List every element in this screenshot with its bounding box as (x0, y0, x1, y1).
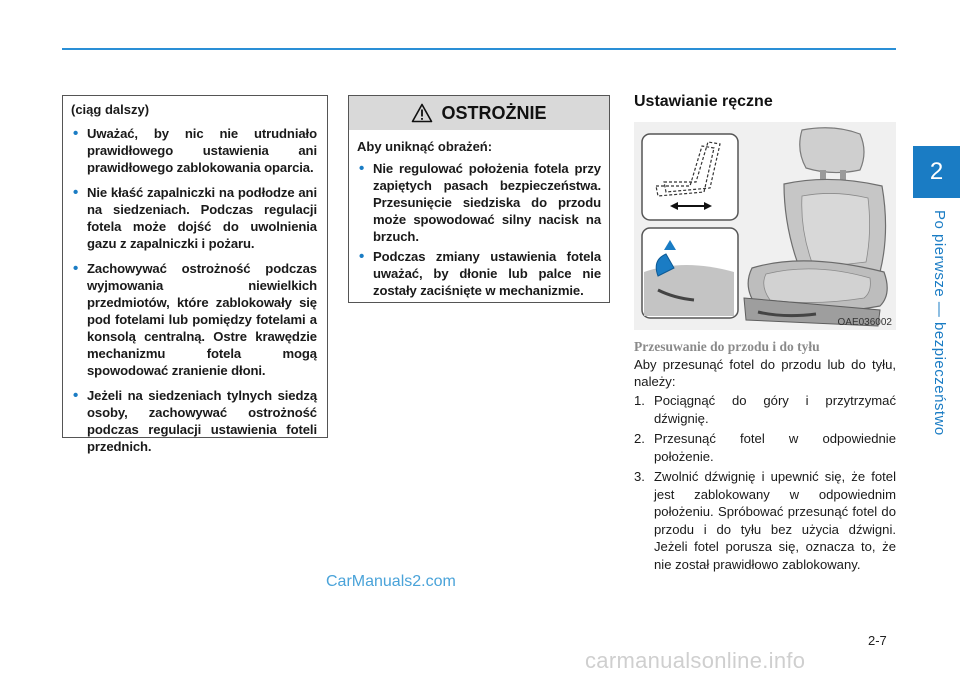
list-item: • Uważać, by nic nie utrudniało prawidłowego ustawienia ani prawidłowego zablokowania oparcia. (71, 125, 317, 176)
step-number: 3. (634, 469, 645, 484)
continued-list (71, 125, 317, 455)
step-text: Pociągnąć do góry i przytrzymać dźwignię. (654, 393, 896, 426)
subsection-title: Przesuwanie do przodu i do tyłu (634, 339, 820, 354)
caution-header (349, 96, 609, 130)
caution-box (348, 95, 610, 303)
continued-warning-box (62, 95, 328, 454)
step-item (634, 392, 896, 427)
watermark-link[interactable]: CarManuals2.com (326, 573, 456, 590)
step-item (634, 468, 896, 573)
step-item (634, 430, 896, 465)
list-item: • Zachowywać ostrożność podczas wyjmowania niewielkich przedmiotów, które zablokowały się pod fotelami lub pomiędzy fotelami a konsolą centralną. Ostre krawędzie mechanizmu fotela mogą spowodować zranienie dłoni. (71, 260, 317, 379)
continued-heading: (ciąg dalszy) (71, 102, 150, 117)
intro-text: Aby przesunąć fotel do przodu lub do tyłu, należy: (634, 357, 896, 389)
top-rule (62, 48, 896, 50)
seat-illustration (634, 122, 896, 330)
step-number: 1. (634, 393, 645, 408)
section-title: Ustawianie ręczne (634, 93, 773, 110)
step-text: Zwolnić dźwignię i upewnić się, że fotel jest zablokowany w odpowiednim położeniu. Spróbować przesunąć fotel do przodu i do tyłu bez użycia dźwigni. Jeżeli fotel porusza się, oznacza to, że nie został prawidłowo zablokowany. (654, 469, 896, 572)
step-text: Przesunąć fotel w odpowiednie położenie. (654, 431, 896, 464)
list-item: • Jeżeli na siedzeniach tylnych siedzą osoby, zachowywać ostrożność podczas regulacji ustawienia foteli przednich. (71, 387, 317, 455)
seat-adjustment-figure (634, 122, 896, 330)
warning-triangle-icon (411, 103, 433, 123)
caution-title: OSTROŻNIE (441, 102, 547, 123)
list-item: • Podczas zmiany ustawienia fotela uważać, by dłonie lub palce nie zostały zaciśnięte w mechanizmie. (357, 248, 601, 299)
list-item: • Nie regulować położenia fotela przy zapiętych pasach bezpieczeństwa. Przesunięcie siedziska do przodu może spowodować silny nacisk na brzuch. (357, 160, 601, 245)
chapter-tab (913, 146, 960, 198)
watermark-footer: carmanualsonline.info (585, 648, 806, 673)
figure-code: OAE036002 (837, 317, 892, 328)
page-number: 2-7 (868, 633, 887, 648)
list-item: • Nie kłaść zapalniczki na podłodze ani na siedzeniach. Podczas regulacji fotela może dojść do uwolnienia gazu z zapalniczki i pożaru. (71, 184, 317, 252)
step-number: 2. (634, 431, 645, 446)
steps-list (634, 392, 896, 576)
chapter-number: 2 (929, 158, 944, 185)
caution-list (357, 160, 601, 299)
chapter-label: Po pierwsze — bezpieczeństwo (931, 210, 948, 436)
caution-heading: Aby uniknąć obrażeń: (357, 139, 493, 154)
